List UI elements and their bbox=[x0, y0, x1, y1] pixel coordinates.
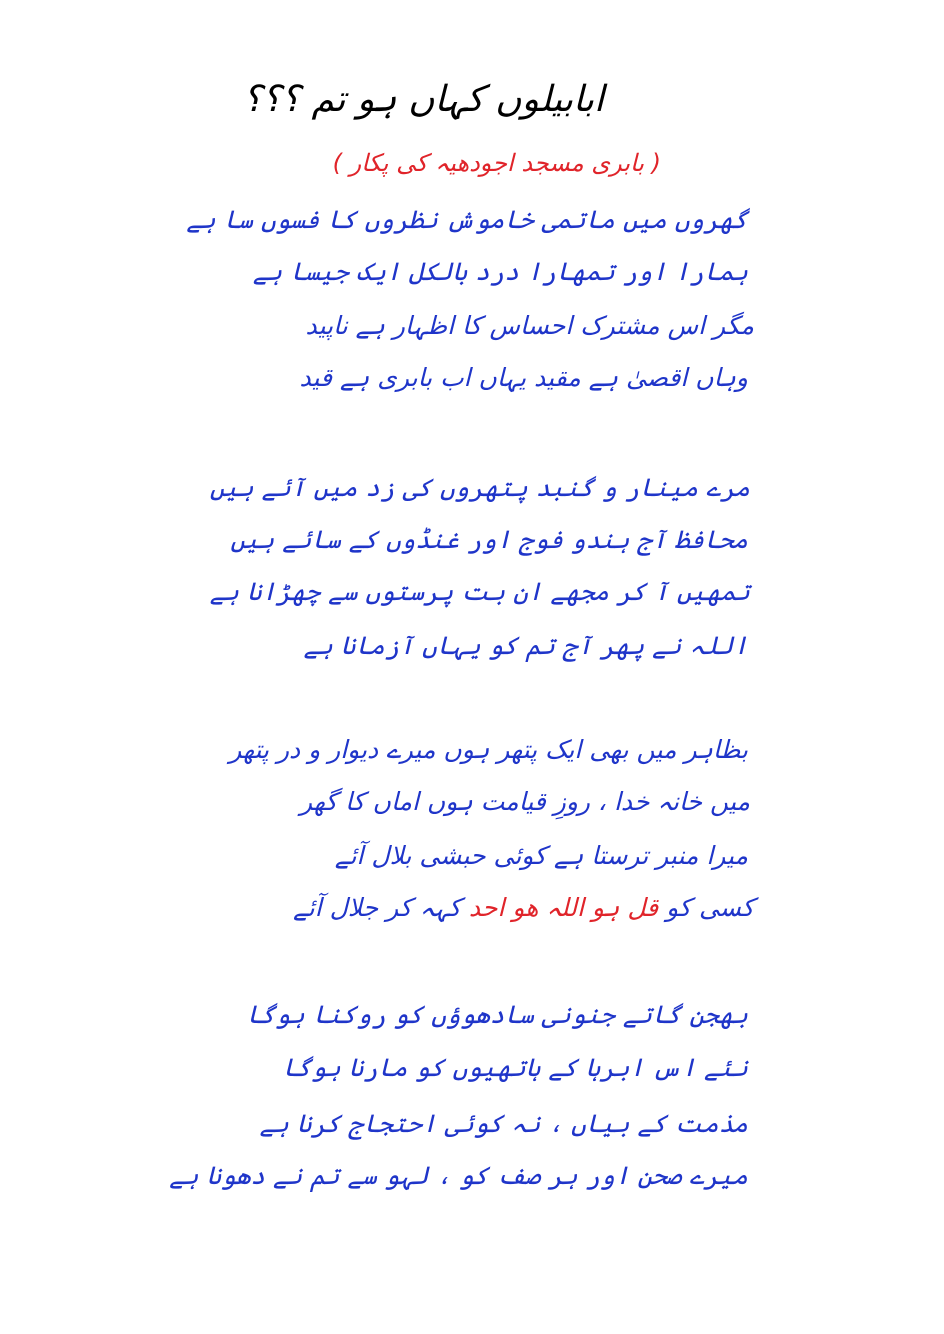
stanza-2-line-4: اللہ نے پھر آج تم کو یہاں آزمانا ہے bbox=[303, 631, 748, 660]
stanza-4-line-3: مذمت کے بیاں ، نہ کوئی احتجاج کرنا ہے bbox=[259, 1109, 748, 1138]
stanza-2-line-2: محافظ آج ہندو فوج اور غنڈوں کے سائے ہیں bbox=[230, 525, 748, 554]
stanza-3-line-4 bbox=[293, 888, 754, 928]
stanza-1-line-2: ہمارا اور تمھارا درد بالکل ایک جیسا ہے bbox=[252, 257, 748, 286]
poem-subtitle: ( بابری مسجد اجودھیہ کی پکار ) bbox=[332, 149, 661, 177]
stanza-3-line-4-before: کسی کو bbox=[658, 893, 754, 922]
poem-title: ابابیلوں کہاں ہو تم ؟؟؟ bbox=[242, 79, 604, 120]
stanza-4-line-2: نئے اس ابرہا کے ہاتھیوں کو مارنا ہوگا bbox=[282, 1053, 748, 1082]
stanza-3-line-2: میں خانہ خدا ، روزِ قیامت ہوں اماں کا گھر bbox=[300, 787, 750, 816]
stanza-4-line-4: میرے صحن اور ہر صف کو ، لہو سے تم نے دھونا ہے bbox=[169, 1161, 748, 1190]
stanza-2-line-3: تمھیں آ کر مجھے ان بت پرستوں سے چھڑانا ہے bbox=[209, 577, 750, 606]
stanza-3-line-4-after: کہہ کر جلال آئے bbox=[293, 893, 469, 922]
stanza-4-line-1: بھجن گاتے جنونی سادھوؤں کو روکنا ہوگا bbox=[246, 1000, 748, 1029]
stanza-2-line-1: مرے مینار و گنبد پتھروں کی زد میں آئے ہیں bbox=[209, 473, 750, 502]
stanza-1-line-3: مگر اس مشترک احساس کا اظہار ہے ناپید bbox=[305, 311, 754, 340]
stanza-1-line-1: گھروں میں ماتمی خاموش نظروں کا فسوں سا ہے bbox=[186, 205, 748, 234]
stanza-3-line-1: بظاہر میں بھی ایک پتھر ہوں میرے دیوار و در پتھر bbox=[229, 735, 748, 764]
stanza-3-line-4-highlight: قل ہو اللہ ھو احد bbox=[468, 893, 659, 922]
stanza-3-line-3: میرا منبر ترستا ہے کوئی حبشی بلال آئے bbox=[334, 841, 748, 870]
stanza-1-line-4: وہاں اقصیٰ ہے مقید یہاں اب بابری ہے قید bbox=[299, 363, 748, 392]
